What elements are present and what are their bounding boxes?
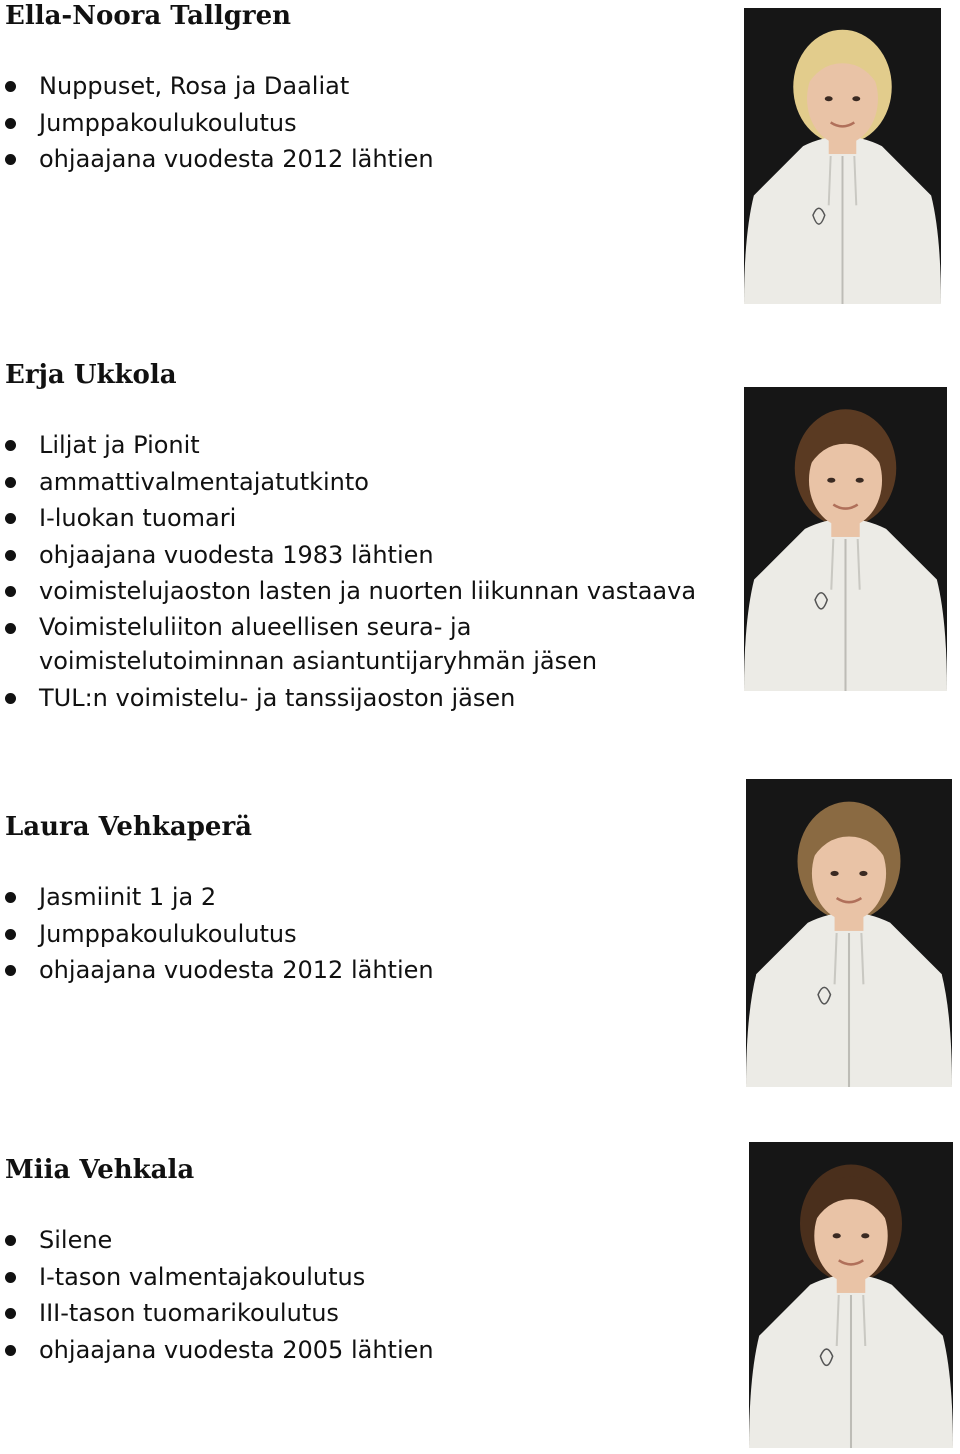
eye — [825, 96, 833, 101]
list-item-text: Jumppakoulukoulutus — [39, 108, 297, 137]
list-item-text: voimistelujaoston lasten ja nuorten liikunnan vastaava — [39, 577, 697, 605]
list-item-text: ohjaajana vuodesta 2012 lähtien — [39, 145, 434, 173]
person-name: Laura Vehkaperä — [5, 812, 252, 842]
list-item — [0, 105, 720, 142]
person-details-list — [0, 879, 720, 989]
bullet-icon — [5, 81, 16, 92]
bullet-icon — [5, 550, 16, 561]
list-item-text: ohjaajana vuodesta 1983 lähtien — [39, 540, 434, 569]
eye — [833, 1233, 841, 1238]
list-item — [0, 141, 720, 178]
list-item-text: Nuppuset, Rosa ja Daaliat — [39, 72, 350, 100]
list-item — [0, 916, 720, 953]
list-item-text: ohjaajana vuodesta 2012 lähtien — [39, 956, 434, 984]
list-item — [0, 1259, 720, 1296]
bullet-icon — [5, 586, 16, 597]
person-details-list — [0, 68, 720, 178]
portrait-illustration — [746, 779, 952, 1087]
list-item — [0, 427, 720, 464]
portrait-photo — [744, 8, 941, 304]
list-item — [0, 1222, 720, 1259]
bullet-icon — [5, 440, 16, 451]
list-item-text: III-tason tuomarikoulutus — [39, 1299, 339, 1327]
list-item — [0, 537, 720, 574]
list-item — [0, 68, 720, 105]
bullet-icon — [5, 929, 16, 940]
person-erja-ukkola — [0, 340, 960, 760]
bullet-icon — [5, 118, 16, 129]
list-item — [0, 573, 720, 610]
list-item-text: I-tason valmentajakoulutus — [39, 1262, 366, 1291]
eye — [856, 478, 864, 483]
list-item — [0, 952, 720, 989]
portrait-photo — [746, 779, 952, 1087]
list-item-text: Voimisteluliiton alueellisen seura- ja voimistelutoiminnan asiantuntijaryhmän jäsen — [39, 612, 598, 675]
eye — [859, 871, 867, 876]
person-ella-noora-tallgren — [0, 0, 960, 340]
bullet-icon — [5, 1345, 16, 1356]
list-item — [0, 1295, 720, 1332]
bullet-icon — [5, 693, 16, 704]
list-item — [0, 500, 720, 537]
person-name: Ella-Noora Tallgren — [5, 1, 292, 31]
person-miia-vehkala — [0, 1140, 960, 1454]
bullet-icon — [5, 154, 16, 165]
list-item-text: ammattivalmentajatutkinto — [39, 467, 369, 496]
eye — [861, 1233, 869, 1238]
person-laura-vehkapera — [0, 760, 960, 1140]
list-item — [0, 464, 720, 501]
bullet-icon — [5, 892, 16, 903]
list-item — [0, 1332, 720, 1369]
list-item-text: Jumppakoulukoulutus — [39, 919, 297, 948]
bullet-icon — [5, 1308, 16, 1319]
portrait-illustration — [744, 387, 947, 691]
list-item-text: Jasmiinit 1 ja 2 — [39, 883, 217, 911]
bullet-icon — [5, 965, 16, 976]
portrait-photo — [749, 1142, 953, 1448]
bullet-icon — [5, 477, 16, 488]
eye — [830, 871, 838, 876]
list-item-text: I-luokan tuomari — [39, 504, 237, 532]
list-item-text: Liljat ja Pionit — [39, 431, 200, 459]
list-item-text: TUL:n voimistelu- ja tanssijaoston jäsen — [39, 683, 516, 712]
list-item — [0, 610, 719, 680]
portrait-photo — [744, 387, 947, 691]
list-item — [0, 680, 720, 717]
list-item-text: Silene — [39, 1226, 113, 1254]
person-details-list — [0, 1222, 720, 1368]
bullet-icon — [5, 623, 16, 634]
list-item-text: ohjaajana vuodesta 2005 lähtien — [39, 1335, 434, 1364]
person-name: Erja Ukkola — [5, 360, 177, 390]
list-item — [0, 879, 720, 916]
bullet-icon — [5, 1235, 16, 1246]
portrait-illustration — [744, 8, 941, 304]
bullet-icon — [5, 1272, 16, 1283]
person-details-list — [0, 427, 720, 716]
eye — [852, 96, 860, 101]
bullet-icon — [5, 513, 16, 524]
person-name: Miia Vehkala — [5, 1155, 195, 1185]
eye — [827, 478, 835, 483]
portrait-illustration — [749, 1142, 953, 1448]
